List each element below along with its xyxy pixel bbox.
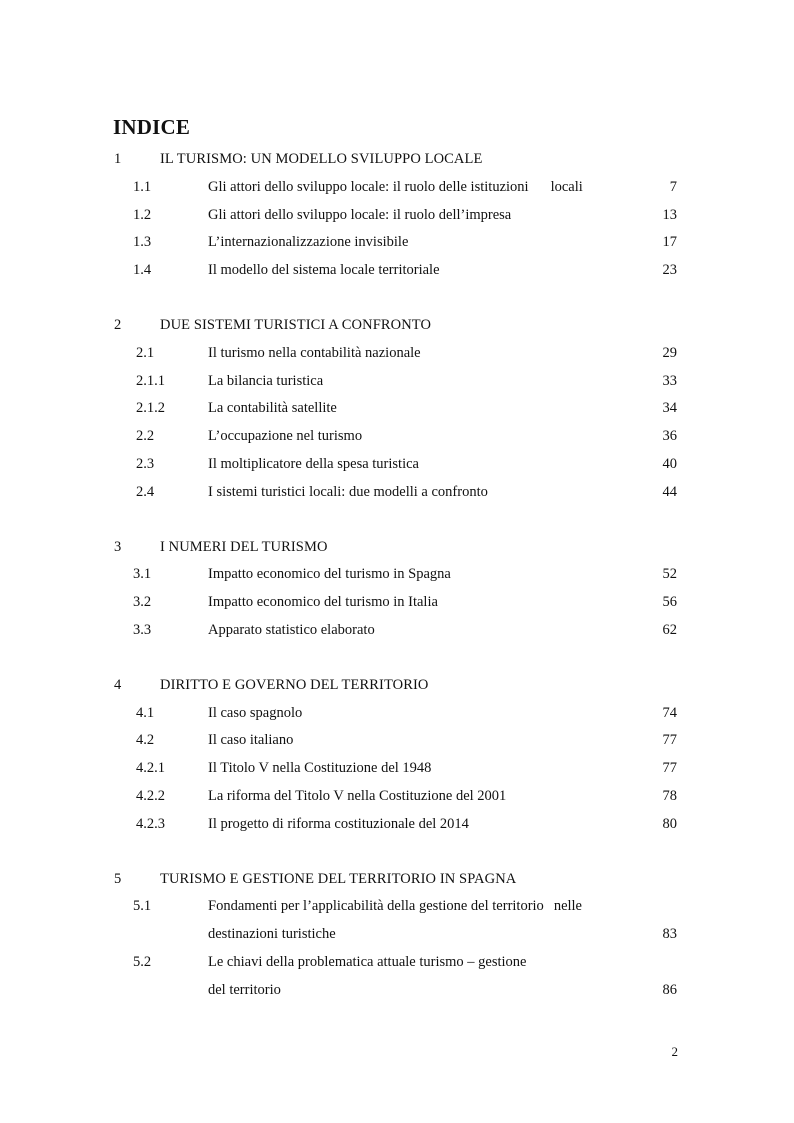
chapter-number: 1 bbox=[114, 151, 122, 167]
chapter-number: 5 bbox=[114, 870, 122, 887]
toc-entry[interactable] bbox=[0, 202, 794, 230]
toc-entry[interactable] bbox=[0, 368, 794, 396]
toc-entry[interactable] bbox=[0, 479, 794, 507]
section-number: 1.2 bbox=[133, 206, 152, 223]
toc-entry[interactable] bbox=[0, 949, 794, 977]
toc-entry[interactable] bbox=[0, 755, 794, 783]
section-title: I sistemi turistici locali: due modelli a confronto bbox=[208, 483, 488, 500]
section-number: 5.1 bbox=[133, 898, 152, 915]
section-title: La contabilità satellite bbox=[208, 400, 337, 417]
toc-entry-continuation[interactable] bbox=[0, 921, 794, 949]
page-number: 36 bbox=[662, 428, 677, 445]
toc-entry[interactable] bbox=[0, 783, 794, 811]
chapter-title: IL TURISMO: UN MODELLO SVILUPPO LOCALE bbox=[160, 151, 483, 167]
page-number: 83 bbox=[662, 926, 677, 943]
toc-entry[interactable] bbox=[0, 423, 794, 451]
page-number: 78 bbox=[662, 787, 677, 804]
toc-entry[interactable] bbox=[0, 174, 794, 202]
page-number: 56 bbox=[662, 594, 677, 611]
section-title: Il caso spagnolo bbox=[208, 704, 303, 721]
chapter-number: 3 bbox=[114, 538, 122, 555]
toc-entry[interactable] bbox=[0, 229, 794, 257]
section-number: 2.2 bbox=[136, 428, 155, 445]
section-title: La bilancia turistica bbox=[208, 372, 324, 389]
chapter-heading bbox=[0, 672, 794, 700]
section-number: 2.1 bbox=[136, 344, 155, 361]
page-number: 7 bbox=[669, 178, 677, 195]
toc-entry[interactable] bbox=[0, 340, 794, 368]
toc-entry[interactable] bbox=[0, 617, 794, 645]
toc-entry[interactable] bbox=[0, 589, 794, 617]
section-title: Il modello del sistema locale territoriale bbox=[208, 262, 440, 279]
toc-chapter-3 bbox=[0, 534, 794, 645]
toc-chapter-5 bbox=[0, 866, 794, 1005]
footer-page-number: 2 bbox=[671, 1044, 678, 1059]
chapter-heading bbox=[0, 866, 794, 894]
page-number: 23 bbox=[662, 262, 677, 279]
section-number: 2.1.2 bbox=[136, 400, 165, 417]
section-title: Il Titolo V nella Costituzione del 1948 bbox=[208, 760, 432, 777]
section-title: Fondamenti per l’applicabilità della gestione del territorio nelle bbox=[208, 898, 582, 915]
toc-entry[interactable] bbox=[0, 257, 794, 285]
section-number: 2.3 bbox=[136, 455, 155, 472]
chapter-heading bbox=[0, 146, 794, 174]
section-number: 2.1.1 bbox=[136, 372, 165, 389]
section-title: Il caso italiano bbox=[208, 732, 294, 749]
page-number: 40 bbox=[662, 455, 677, 472]
chapter-title: DIRITTO E GOVERNO DEL TERRITORIO bbox=[160, 676, 429, 693]
section-title: L’internazionalizzazione invisibile bbox=[208, 234, 409, 251]
page-number: 44 bbox=[662, 483, 677, 500]
section-number: 4.2.3 bbox=[136, 815, 165, 832]
section-title: Apparato statistico elaborato bbox=[208, 621, 375, 638]
section-title-line2: destinazioni turistiche bbox=[208, 926, 336, 943]
section-number: 4.2.2 bbox=[136, 787, 165, 804]
table-of-contents bbox=[0, 146, 794, 1005]
section-title: Impatto economico del turismo in Italia bbox=[208, 594, 438, 611]
page-number: 33 bbox=[662, 372, 677, 389]
page-number: 52 bbox=[662, 566, 677, 583]
toc-entry[interactable] bbox=[0, 811, 794, 839]
page-number: 34 bbox=[662, 400, 677, 417]
page-number: 29 bbox=[662, 344, 677, 361]
chapter-title: I NUMERI DEL TURISMO bbox=[160, 538, 328, 555]
section-number: 3.1 bbox=[133, 566, 152, 583]
section-title: Il turismo nella contabilità nazionale bbox=[208, 344, 421, 361]
chapter-heading bbox=[0, 312, 794, 340]
section-number: 4.1 bbox=[136, 704, 155, 721]
chapter-title: DUE SISTEMI TURISTICI A CONFRONTO bbox=[160, 316, 432, 333]
section-number: 3.3 bbox=[133, 621, 152, 638]
section-title: Le chiavi della problematica attuale turismo – gestione bbox=[208, 953, 527, 970]
toc-entry[interactable] bbox=[0, 451, 794, 479]
section-number: 5.2 bbox=[133, 953, 152, 970]
section-title-line2: del territorio bbox=[208, 981, 281, 998]
toc-entry[interactable] bbox=[0, 395, 794, 423]
page-number: 80 bbox=[662, 815, 677, 832]
section-title: Il progetto di riforma costituzionale del 2014 bbox=[208, 815, 469, 832]
chapter-title: TURISMO E GESTIONE DEL TERRITORIO IN SPAGNA bbox=[160, 870, 517, 887]
page-number: 17 bbox=[662, 234, 677, 251]
section-number: 1.4 bbox=[133, 262, 152, 279]
section-number: 2.4 bbox=[136, 483, 155, 500]
section-number: 1.1 bbox=[133, 178, 152, 195]
section-number: 4.2.1 bbox=[136, 760, 165, 777]
chapter-number: 4 bbox=[114, 676, 122, 693]
toc-entry[interactable] bbox=[0, 700, 794, 728]
toc-chapter-4 bbox=[0, 672, 794, 839]
page-number: 77 bbox=[662, 760, 677, 777]
page-number: 74 bbox=[662, 704, 677, 721]
section-title: Impatto economico del turismo in Spagna bbox=[208, 566, 451, 583]
page-number: 13 bbox=[662, 206, 677, 223]
chapter-heading bbox=[0, 534, 794, 562]
section-title: Il moltiplicatore della spesa turistica bbox=[208, 455, 419, 472]
toc-entry[interactable] bbox=[0, 893, 794, 921]
page-number: 62 bbox=[662, 621, 677, 638]
section-title: Gli attori dello sviluppo locale: il ruolo dell’impresa bbox=[208, 206, 512, 223]
page-number: 86 bbox=[662, 981, 677, 998]
toc-entry-continuation[interactable] bbox=[0, 977, 794, 1005]
section-title: La riforma del Titolo V nella Costituzione del 2001 bbox=[208, 787, 507, 804]
section-number: 3.2 bbox=[133, 594, 152, 611]
page-number: 77 bbox=[662, 732, 677, 749]
section-title: L’occupazione nel turismo bbox=[208, 428, 363, 445]
page-title: INDICE bbox=[113, 115, 191, 139]
section-number: 4.2 bbox=[136, 732, 155, 749]
toc-chapter-1 bbox=[0, 146, 794, 285]
toc-chapter-2 bbox=[0, 312, 794, 507]
section-title: Gli attori dello sviluppo locale: il ruolo delle istituzioni locali bbox=[208, 178, 583, 195]
toc-entry[interactable] bbox=[0, 561, 794, 589]
section-number: 1.3 bbox=[133, 234, 152, 251]
chapter-number: 2 bbox=[114, 316, 122, 333]
toc-entry[interactable] bbox=[0, 727, 794, 755]
